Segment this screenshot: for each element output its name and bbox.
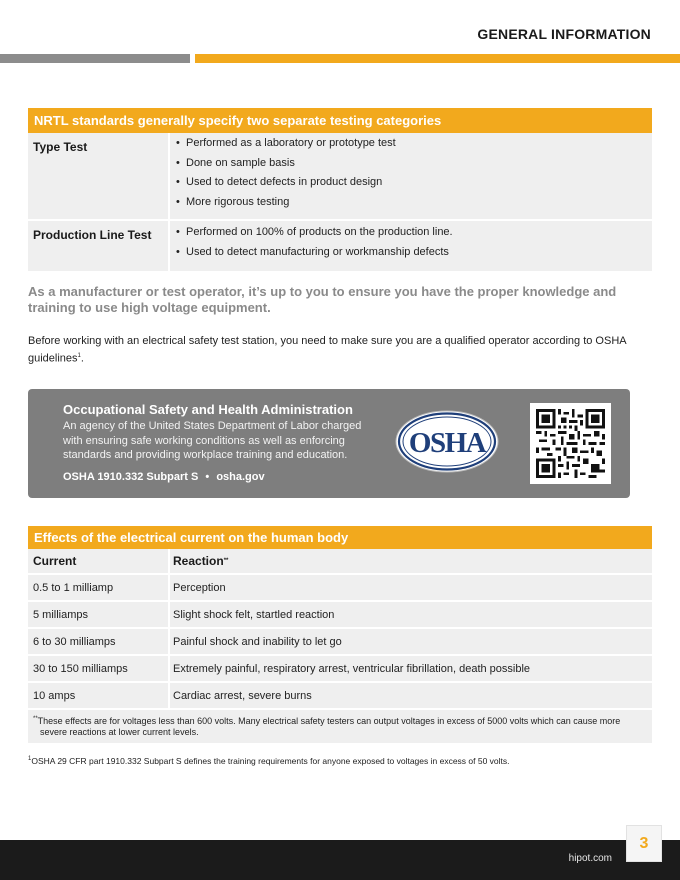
row-label: Production Line Test	[28, 221, 170, 271]
row-items	[170, 221, 652, 271]
footnote	[28, 756, 648, 766]
list-item: • Used to detect defects in product design	[174, 173, 648, 193]
table-row	[28, 133, 652, 221]
reaction-cell: Perception	[170, 575, 652, 600]
column-header-current: Current	[28, 549, 170, 573]
osha-name: Occupational Safety and Health Administration	[63, 402, 353, 417]
page-number: 3	[626, 825, 662, 862]
row-label: Type Test	[28, 133, 170, 219]
footnote-marker: 1	[28, 756, 32, 763]
reaction-cell: Painful shock and inability to let go	[170, 629, 652, 654]
footnote-text: OSHA 29 CFR part 1910.332 Subpart S defines the training requirements for anyone exposed to voltages in excess of 50 volts.	[31, 756, 510, 766]
osha-logo	[395, 410, 499, 473]
note-ref: **	[223, 558, 229, 564]
osha-reference	[63, 471, 265, 483]
lead-paragraph: As a manufacturer or test operator, it’s up to you to ensure you have the proper knowledge and training to use high voltage equipment.	[28, 284, 617, 315]
section-title: GENERAL INFORMATION	[477, 26, 651, 42]
footnote-ref[interactable]: 1	[77, 353, 81, 359]
effects-table	[28, 526, 652, 743]
body-end: .	[80, 352, 84, 365]
current-cell: 5 milliamps	[28, 602, 170, 627]
osha-site-link[interactable]: osha.gov	[216, 471, 265, 483]
effects-table-title: Effects of the electrical current on the human body	[28, 526, 652, 549]
table-row	[28, 629, 652, 656]
current-cell: 30 to 150 milliamps	[28, 656, 170, 681]
list-item: • More rigorous testing	[174, 193, 648, 213]
list-item: • Done on sample basis	[174, 154, 648, 174]
current-cell: 0.5 to 1 milliamp	[28, 575, 170, 600]
list-item: • Performed on 100% of products on the production line.	[174, 223, 648, 243]
table-row	[28, 575, 652, 602]
separator-dot: •	[205, 471, 210, 483]
list-item: • Used to detect manufacturing or workmanship defects	[174, 243, 648, 263]
header-rule-gray	[0, 54, 190, 63]
reaction-cell: Extremely painful, respiratory arrest, ventricular fibrillation, death possible	[170, 656, 652, 681]
qr-code[interactable]	[530, 403, 611, 484]
nrtl-table-title: NRTL standards generally specify two separate testing categories	[28, 108, 652, 133]
column-header-reaction	[170, 549, 652, 573]
table-header-row	[28, 549, 652, 575]
note-marker: **	[33, 716, 38, 722]
table-row	[28, 656, 652, 683]
reaction-cell: Slight shock felt, startled reaction	[170, 602, 652, 627]
footer-site-link[interactable]: hipot.com	[568, 853, 612, 864]
note-line-2: severe reactions at lower current levels.	[40, 727, 199, 737]
row-items	[170, 133, 652, 219]
body-paragraph	[28, 334, 648, 367]
table-note	[28, 710, 652, 743]
osha-info-box	[28, 389, 630, 498]
body-text: Before working with an electrical safety test station, you need to make sure you are a qualified operator according to OSHA guidelines	[28, 335, 626, 365]
osha-regulation: OSHA 1910.332 Subpart S	[63, 471, 199, 483]
list-item: • Performed as a laboratory or prototype test	[174, 134, 648, 154]
nrtl-table	[28, 108, 652, 273]
current-cell: 6 to 30 milliamps	[28, 629, 170, 654]
table-row	[28, 602, 652, 629]
osha-description: An agency of the United States Department of Labor charged with ensuring safe working conditions as well as enforcing standards and providing workplace training and education.	[63, 420, 362, 461]
current-cell: 10 amps	[28, 683, 170, 708]
note-line-1: These effects are for voltages less than 600 volts. Many electrical safety testers can output voltages in excess of 5000 volts which can cause more	[37, 716, 621, 726]
header-rule-gold	[195, 54, 680, 63]
reaction-header-label: Reaction	[173, 554, 224, 568]
osha-logo-text: OSHA	[408, 427, 486, 459]
reaction-cell: Cardiac arrest, severe burns	[170, 683, 652, 708]
table-row	[28, 221, 652, 273]
table-row	[28, 683, 652, 710]
